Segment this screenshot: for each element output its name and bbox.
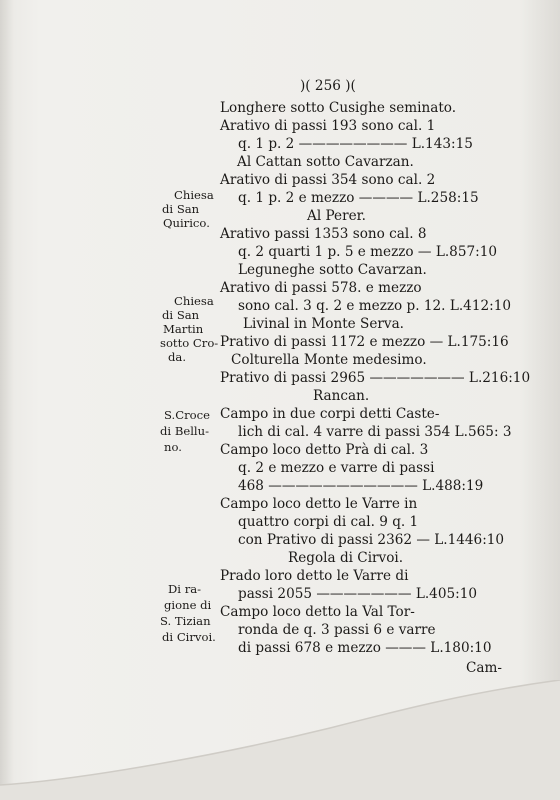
entry-heading: Rancan. [313,388,370,404]
entry-heading: Longhere sotto Cusighe seminato. [220,100,457,116]
entry-line: Campo loco detto la Val Tor- [220,604,415,620]
entry-heading: Al Cattan sotto Cavarzan. [237,154,414,170]
entry-line: Arativo passi 1353 sono cal. 8 [220,226,427,242]
margin-note: di San [162,202,200,216]
entry-heading: Livinal in Monte Serva. [243,316,405,332]
margin-note: gione di [164,598,212,612]
entry-line: Campo loco detto le Varre in [220,496,418,512]
entry-line: Prativo di passi 2965 ——————— L.216:10 [220,370,531,386]
entry-heading: Colturella Monte medesimo. [231,352,427,368]
margin-note: no. [164,440,182,454]
entry-line: con Prativo di passi 2362 — L.1446:10 [238,532,505,548]
entry-heading: Al Perer. [307,208,366,224]
margin-note: di Bellu- [160,424,209,438]
margin-note: da. [168,350,187,364]
entry-line: lich di cal. 4 varre di passi 354 L.565: 3 [238,424,512,440]
entry-line: Campo in due corpi detti Caste- [220,406,440,422]
margin-note: Quirico. [163,216,210,230]
entry-heading: Regola di Cirvoi. [288,550,404,566]
entry-line: Arativo di passi 578. e mezzo [220,280,422,296]
entry-line: Arativo di passi 193 sono cal. 1 [220,118,436,134]
margin-note: Chiesa [174,188,214,202]
entry-line: passi 2055 ——————— L.405:10 [238,586,477,602]
margin-note: di Cirvoi. [162,630,216,644]
entry-line: ronda de q. 3 passi 6 e varre [238,622,436,638]
entry-line: quattro corpi di cal. 9 q. 1 [238,514,419,530]
entry-line: q. 1 p. 2 ———————— L.143:15 [238,136,473,152]
margin-note: sotto Cro- [160,336,219,350]
entry-line: sono cal. 3 q. 2 e mezzo p. 12. L.412:10 [238,298,511,314]
entry-line: q. 2 e mezzo e varre di passi [238,460,435,476]
page-fold-shadow [0,680,560,800]
entry-line: 468 ——————————— L.488:19 [238,478,484,494]
entry-line: q. 2 quarti 1 p. 5 e mezzo — L.857:10 [238,244,498,260]
margin-note: Di ra- [168,582,202,596]
entry-line: di passi 678 e mezzo ——— L.180:10 [238,640,492,656]
entry-line: Campo loco detto Prà di cal. 3 [220,442,429,458]
entry-line: q. 1 p. 2 e mezzo ———— L.258:15 [238,190,479,206]
entry-line: Prativo di passi 1172 e mezzo — L.175:16 [220,334,509,350]
entry-line: Prado loro detto le Varre di [220,568,409,584]
page-number: )( 256 )( [300,78,356,94]
margin-note: S. Tizian [160,614,211,628]
margin-note: Martin [163,322,204,336]
entry-line: Arativo di passi 354 sono cal. 2 [220,172,436,188]
margin-note: Chiesa [174,294,214,308]
entry-heading: Leguneghe sotto Cavarzan. [238,262,427,278]
margin-note: S.Croce [164,408,210,422]
catchword: Cam- [466,660,502,676]
margin-note: di San [162,308,200,322]
